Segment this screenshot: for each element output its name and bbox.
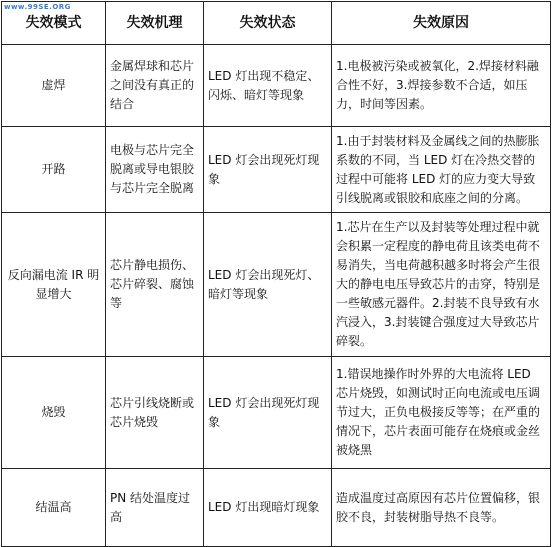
table-row (2, 469, 551, 547)
header-failure-state: 失效状态 (204, 2, 332, 45)
cell-state: LED 灯出现不稳定、闪烁、暗灯等现象 (204, 45, 332, 127)
cell-cause: 1.错误地操作时外界的大电流将 LED 芯片烧毁，如测试时正向电流或电压调节过大，正负电极接反等等；在严重的情况下，芯片表面可能存在烧痕或金丝被烧黑 (332, 357, 551, 469)
cell-mode: 反向漏电流 IR 明显增大 (2, 213, 106, 357)
cell-mode: 烧毁 (2, 357, 106, 469)
table-row (2, 127, 551, 213)
cell-mechanism: 芯片引线烧断或芯片烧毁 (106, 357, 204, 469)
header-failure-mode: 失效模式 (2, 2, 106, 45)
cell-state: LED 灯出现暗灯现象 (204, 469, 332, 547)
cell-mechanism: PN 结处温度过高 (106, 469, 204, 547)
table-row (2, 213, 551, 357)
cell-cause: 1.芯片在生产以及封装等处理过程中就会积累一定程度的静电荷且该类电荷不易消失，当电荷越积越多时将会产生很大的静电电压导致芯片的击穿，特别是一些敏感元器件。2.封装不良导致有水汽浸入，3.封装键合强度过大导致芯片碎裂。 (332, 213, 551, 357)
cell-state: LED 灯会出现死灯、暗灯等现象 (204, 213, 332, 357)
cell-cause: 造成温度过高原因有芯片位置偏移，银胶不良，封装树脂导热不良等。 (332, 469, 551, 547)
table-header-row (2, 2, 551, 45)
table-row (2, 45, 551, 127)
cell-state: LED 灯会出现死灯现象 (204, 357, 332, 469)
site-watermark: www.99SE.ORG (4, 3, 71, 11)
cell-mode: 开路 (2, 127, 106, 213)
cell-mechanism: 电极与芯片完全脱离或导电银胶与芯片完全脱离 (106, 127, 204, 213)
table-row (2, 357, 551, 469)
cell-mechanism: 金属焊球和芯片之间没有真正的结合 (106, 45, 204, 127)
cell-mechanism: 芯片静电损伤、芯片碎裂、腐蚀等 (106, 213, 204, 357)
cell-state: LED 灯会出现死灯现象 (204, 127, 332, 213)
cell-mode: 虚焊 (2, 45, 106, 127)
cell-mode: 结温高 (2, 469, 106, 547)
cell-cause: 1.电极被污染或被氧化，2.焊接材料融合性不好，3.焊接参数不合适，如压力，时间等因素。 (332, 45, 551, 127)
header-failure-cause: 失效原因 (332, 2, 551, 45)
cell-cause: 1.由于封装材料及金属线之间的热膨胀系数的不同，当 LED 灯在冷热交替的过程中可能将 LED 灯的应力变大导致引线脱离或银胶和底座之间的分离。 (332, 127, 551, 213)
failure-mode-table (1, 1, 551, 547)
header-failure-mechanism: 失效机理 (106, 2, 204, 45)
